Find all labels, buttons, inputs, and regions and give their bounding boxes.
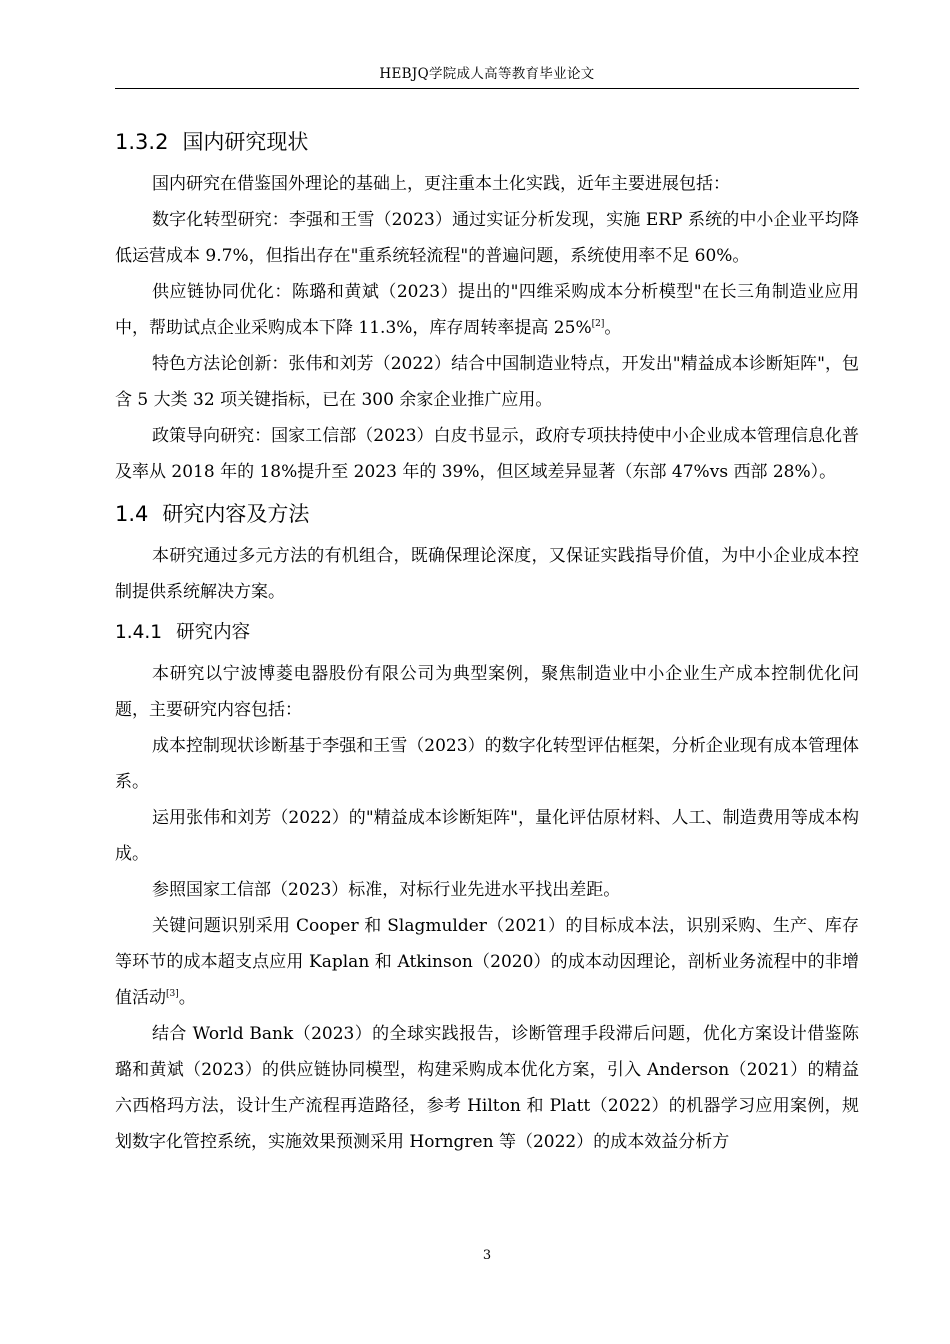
- paragraph-diagnosis: 成本控制现状诊断基于李强和王雪（2023）的数字化转型评估框架，分析企业现有成本管理体系。: [115, 736, 859, 792]
- paragraph-methodology: 特色方法论创新：张伟和刘芳（2022）结合中国制造业特点，开发出"精益成本诊断矩阵"，包含 5 大类 32 项关键指标，已在 300 余家企业推广应用。: [115, 354, 859, 410]
- page-body: [115, 118, 859, 1160]
- paragraph-benchmark: 参照国家工信部（2023）标准，对标行业先进水平找出差距。: [152, 880, 621, 900]
- paragraph-policy: 政策导向研究：国家工信部（2023）白皮书显示，政府专项扶持使中小企业成本管理信息化普及率从 2018 年的 18%提升至 2023 年的 39%，但区域差异显著（东部 47%vs 西部 28%）。: [115, 426, 859, 482]
- header-divider: [115, 88, 859, 89]
- paragraph-end: 。: [604, 318, 622, 338]
- section-number: 1.4.1: [115, 622, 163, 643]
- section-title: 国内研究现状: [182, 130, 309, 154]
- section-heading-1-4-1: [115, 614, 859, 652]
- paragraph-text: 关键问题识别采用 Cooper 和 Slagmulder（2021）的目标成本法，识别采购、生产、库存等环节的成本超支点应用 Kaplan 和 Atkinson（2020）的成本动因理论，剖析业务流程中的非增值活动: [115, 916, 859, 1008]
- paragraph-key-issues: [115, 908, 859, 1016]
- citation-ref: [2]: [591, 319, 605, 329]
- paragraph-case-intro: 本研究以宁波博菱电器股份有限公司为典型案例，聚焦制造业中小企业生产成本控制优化问题，主要研究内容包括：: [115, 664, 859, 720]
- paragraph-supply-chain: [115, 274, 859, 346]
- section-number: 1.4: [115, 502, 149, 526]
- paragraph-section-intro: 本研究通过多元方法的有机组合，既确保理论深度，又保证实践指导价值，为中小企业成本控制提供系统解决方案。: [115, 546, 859, 602]
- citation-ref: [3]: [166, 989, 179, 999]
- paragraph-matrix: 运用张伟和刘芳（2022）的"精益成本诊断矩阵"，量化评估原材料、人工、制造费用等成本构成。: [115, 808, 859, 864]
- section-title: 研究内容: [176, 622, 251, 643]
- page-header: HEBJQ学院成人高等教育毕业论文: [379, 66, 595, 82]
- page-number: 3: [482, 1248, 492, 1263]
- section-title: 研究内容及方法: [162, 502, 310, 526]
- section-number: 1.3.2: [115, 130, 169, 154]
- section-heading-1-4: [115, 494, 859, 534]
- paragraph-digital-transformation: 数字化转型研究：李强和王雪（2023）通过实证分析发现，实施 ERP 系统的中小企业平均降低运营成本 9.7%，但指出存在"重系统轻流程"的普遍问题，系统使用率不足 60%。: [115, 210, 859, 266]
- paragraph-optimization: 结合 World Bank（2023）的全球实践报告，诊断管理手段滞后问题，优化方案设计借鉴陈璐和黄斌（2023）的供应链协同模型，构建采购成本优化方案，引入 Anderson（2021）的精益六西格玛方法，设计生产流程再造路径，参考 Hilton 和 Platt（2022）的机器学习应用案例，规划数字化管控系统，实施效果预测采用 Horngren 等（2022）的成本效益分析方: [115, 1024, 859, 1152]
- section-heading-1-3-2: [115, 122, 859, 162]
- paragraph-text: 供应链协同优化：陈璐和黄斌（2023）提出的"四维采购成本分析模型"在长三角制造业应用中，帮助试点企业采购成本下降 11.3%，库存周转率提高 25%: [115, 282, 859, 338]
- paragraph-end: 。: [178, 988, 196, 1008]
- paragraph-intro: 国内研究在借鉴国外理论的基础上，更注重本土化实践，近年主要进展包括：: [152, 174, 730, 194]
